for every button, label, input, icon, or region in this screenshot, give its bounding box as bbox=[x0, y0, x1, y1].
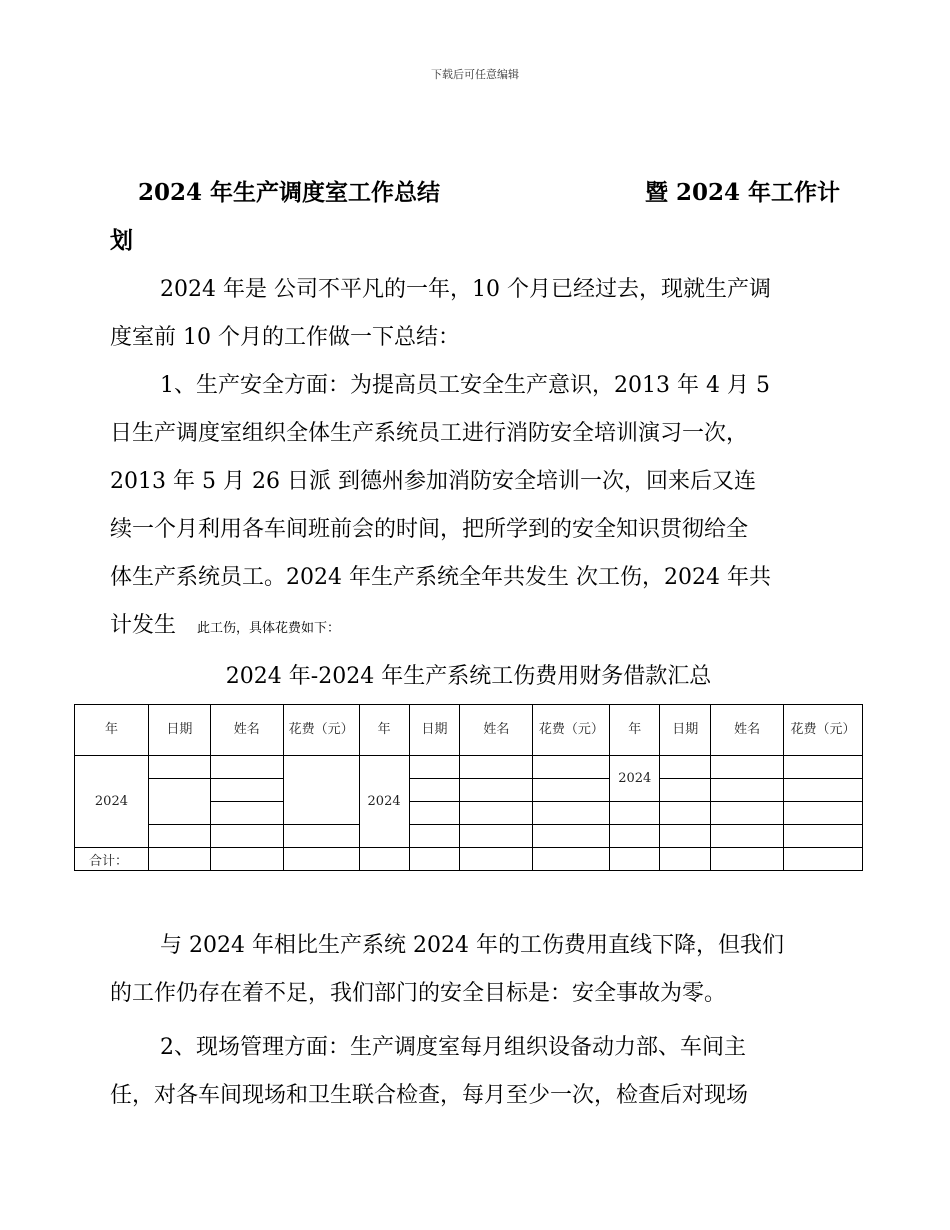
table-row bbox=[75, 779, 863, 802]
injury-cost-table bbox=[74, 704, 863, 871]
table-cell bbox=[784, 756, 863, 779]
table-cell bbox=[610, 802, 660, 825]
table-cell bbox=[409, 825, 460, 848]
paragraph-line: 任，对各车间现场和卫生联合检查，每月至少一次，检查后对现场 bbox=[110, 1083, 749, 1108]
paragraph-line: 续一个月利用各车间班前会的时间，把所学到的安全知识贯彻给全 bbox=[110, 517, 749, 542]
table-cell bbox=[283, 848, 359, 871]
table-cell bbox=[460, 779, 533, 802]
table-cell bbox=[660, 802, 711, 825]
paragraph-line: 2024 年是 公司不平凡的一年，10 个月已经过去，现就生产调 bbox=[160, 277, 771, 302]
paragraph-text: 计发生 bbox=[110, 613, 177, 638]
paragraph-line bbox=[110, 602, 845, 653]
header-cell: 日期 bbox=[660, 705, 711, 756]
header-cell: 日期 bbox=[148, 705, 210, 756]
header-cell: 花费（元） bbox=[784, 705, 863, 756]
paragraph-line: 与 2024 年相比生产系统 2024 年的工伤费用直线下降，但我们 bbox=[160, 933, 784, 958]
table-cell bbox=[460, 848, 533, 871]
table-cell bbox=[210, 802, 283, 825]
paragraph-line: 度室前 10 个月的工作做一下总结： bbox=[110, 325, 460, 350]
header-cell: 姓名 bbox=[460, 705, 533, 756]
table-cell bbox=[533, 779, 610, 802]
table-cell bbox=[784, 802, 863, 825]
table-cell bbox=[283, 756, 359, 825]
title-part-2: 暨 2024 年工作计 bbox=[644, 179, 840, 206]
table-cell bbox=[210, 756, 283, 779]
paragraph-line: 1、生产安全方面：为提高员工安全生产意识，2013 年 4 月 5 bbox=[160, 373, 770, 398]
table-caption: 2024 年-2024 年生产系统工伤费用财务借款汇总 bbox=[225, 664, 712, 689]
header-cell: 年 bbox=[610, 705, 660, 756]
table-cell bbox=[660, 779, 711, 802]
title-part-3: 划 bbox=[110, 227, 133, 254]
table-total-row bbox=[75, 848, 863, 871]
table-cell bbox=[533, 825, 610, 848]
total-label: 合计： bbox=[75, 848, 149, 871]
table-cell bbox=[784, 848, 863, 871]
table-cell bbox=[610, 848, 660, 871]
table-cell bbox=[460, 802, 533, 825]
paragraph-line: 体生产系统员工。2024 年生产系统全年共发生 次工伤，2024 年共 bbox=[110, 565, 771, 590]
table-header-row bbox=[75, 705, 863, 756]
paragraph-small-text: 此工伤，具体花费如下： bbox=[197, 621, 341, 636]
header-cell: 日期 bbox=[409, 705, 460, 756]
header-cell: 花费（元） bbox=[283, 705, 359, 756]
table-cell bbox=[533, 756, 610, 779]
table-cell bbox=[784, 779, 863, 802]
table-cell bbox=[148, 756, 210, 779]
year-cell: 2024 bbox=[75, 756, 149, 848]
table-cell bbox=[409, 756, 460, 779]
table-cell bbox=[409, 802, 460, 825]
header-cell: 姓名 bbox=[711, 705, 784, 756]
table-cell bbox=[660, 756, 711, 779]
table-cell bbox=[210, 779, 283, 802]
table-cell bbox=[409, 779, 460, 802]
header-cell: 花费（元） bbox=[533, 705, 610, 756]
table-cell bbox=[148, 825, 210, 848]
table-cell bbox=[359, 848, 409, 871]
table-cell bbox=[533, 802, 610, 825]
table-cell bbox=[148, 848, 210, 871]
table-cell bbox=[660, 825, 711, 848]
table-cell bbox=[711, 779, 784, 802]
table-cell bbox=[533, 848, 610, 871]
header-cell: 年 bbox=[75, 705, 149, 756]
table-cell bbox=[711, 756, 784, 779]
table-cell bbox=[460, 756, 533, 779]
year-cell: 2024 bbox=[610, 756, 660, 802]
header-note: 下载后可任意编辑 bbox=[431, 68, 519, 81]
table-cell bbox=[283, 825, 359, 848]
table-cell bbox=[210, 825, 283, 848]
table-cell bbox=[610, 825, 660, 848]
table-cell bbox=[711, 802, 784, 825]
table-row bbox=[75, 825, 863, 848]
paragraph-line: 的工作仍存在着不足，我们部门的安全目标是：安全事故为零。 bbox=[110, 981, 727, 1006]
paragraph-line: 日生产调度室组织全体生产系统员工进行消防安全培训演习一次， bbox=[110, 421, 749, 446]
table-cell bbox=[460, 825, 533, 848]
year-cell: 2024 bbox=[359, 756, 409, 848]
paragraph-line: 2013 年 5 月 26 日派 到德州参加消防安全培训一次，回来后又连 bbox=[110, 469, 756, 494]
table-cell bbox=[409, 848, 460, 871]
paragraph-line: 2、现场管理方面：生产调度室每月组织设备动力部、车间主 bbox=[160, 1035, 746, 1060]
table-cell bbox=[711, 848, 784, 871]
table-cell bbox=[148, 779, 210, 825]
title-part-1: 2024 年生产调度室工作总结 bbox=[138, 179, 441, 206]
table-cell bbox=[711, 825, 784, 848]
header-cell: 年 bbox=[359, 705, 409, 756]
header-cell: 姓名 bbox=[210, 705, 283, 756]
table-cell bbox=[660, 848, 711, 871]
table-cell bbox=[784, 825, 863, 848]
table-row bbox=[75, 756, 863, 779]
table-cell bbox=[210, 848, 283, 871]
